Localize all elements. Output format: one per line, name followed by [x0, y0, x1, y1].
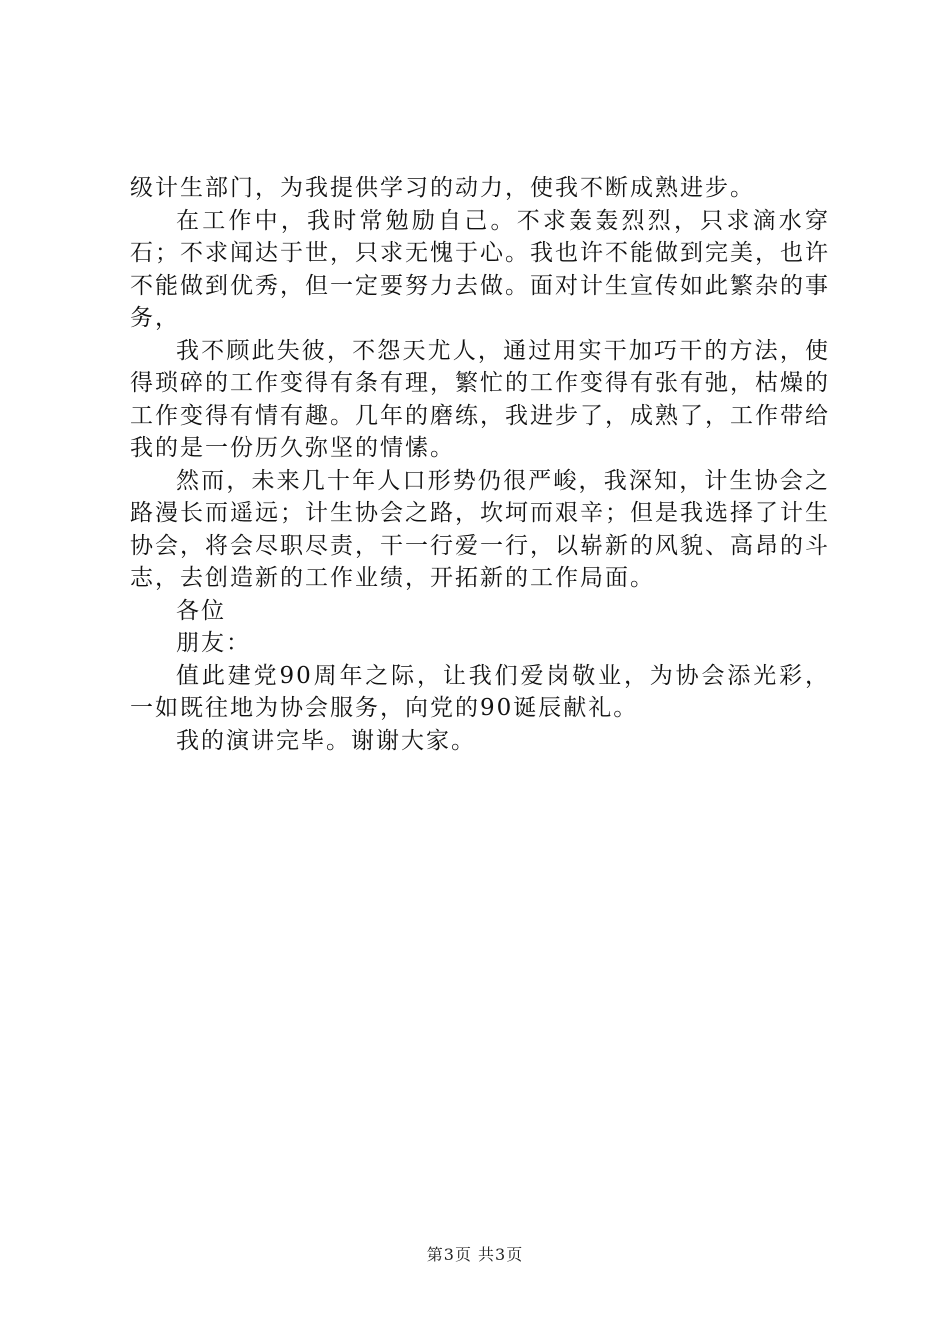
paragraph-8: 我的演讲完毕。谢谢大家。 — [176, 727, 476, 754]
document-body — [130, 172, 830, 757]
paragraph-6: 朋友： — [176, 630, 251, 656]
paragraph-2: 在工作中，我时常勉励自己。不求轰轰烈烈，只求滴水穿石；不求闻达于世，只求无愧于心。我也许不能做到完美，也许不能做到优秀，但一定要努力去做。面对计生宣传如此繁杂的事务， — [130, 207, 830, 331]
paragraph-7: 值此建党90周年之际，让我们爱岗敬业，为协会添光彩，一如既往地为协会服务，向党的90诞辰献礼。 — [130, 662, 830, 721]
paragraph-3: 我不顾此失彼，不怨天尤人，通过用实干加巧干的方法，使得琐碎的工作变得有条有理，繁忙的工作变得有张有弛，枯燥的工作变得有情有趣。几年的磨练，我进步了，成熟了，工作带给我的是一份历久弥坚的情愫。 — [130, 337, 830, 461]
paragraph-5: 各位 — [176, 597, 226, 624]
paragraph-1: 级计生部门，为我提供学习的动力，使我不断成熟进步。 — [130, 175, 755, 201]
page-footer: 第3页 共3页 — [426, 1245, 524, 1264]
paragraph-4: 然而，未来几十年人口形势仍很严峻，我深知，计生协会之路漫长而遥远；计生协会之路，坎坷而艰辛；但是我选择了计生协会，将会尽职尽责，干一行爱一行，以崭新的风貌、高昂的斗志，去创造新的工作业绩，开拓新的工作局面。 — [130, 467, 830, 591]
